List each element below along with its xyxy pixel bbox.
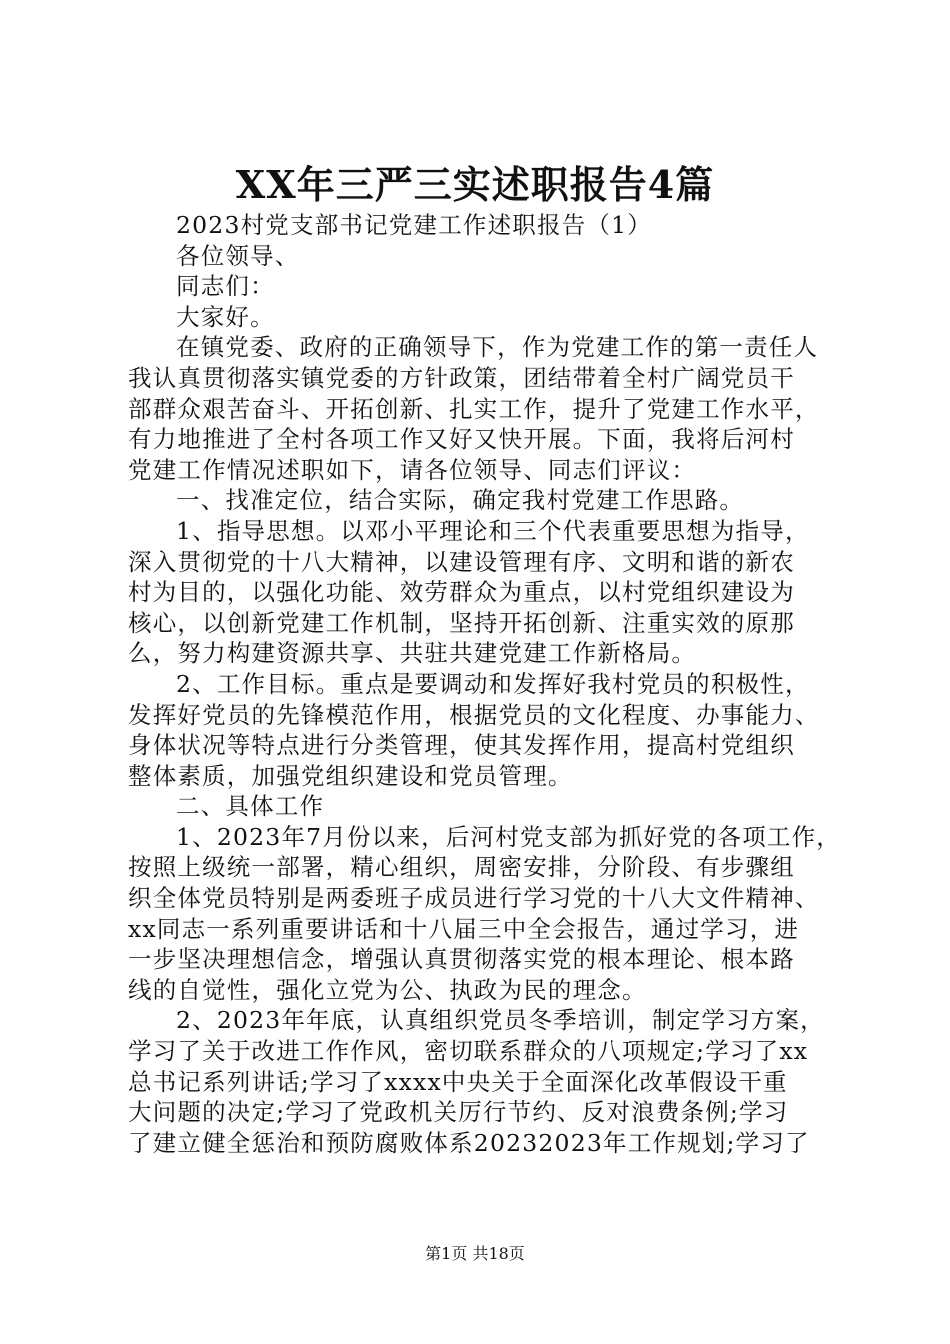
text-line: 按照上级统一部署，精心组织，周密安排，分阶段、有步骤组 [128, 853, 795, 882]
page-footer: 第1页 共18页 [425, 1244, 525, 1263]
text-line: 么，努力构建资源共享、共驻共建党建工作新格局。 [128, 639, 697, 668]
text-line: 大问题的决定;学习了党政机关厉行节约、反对浪费条例;学习 [128, 1098, 789, 1127]
text-line: 发挥好党员的先锋模范作用，根据党员的文化程度、办事能力、 [128, 700, 820, 729]
text-line: 身体状况等特点进行分类管理，使其发挥作用，提高村党组织 [128, 731, 795, 760]
text-line: 2023村党支部书记党建工作述职报告（1） [176, 211, 652, 239]
text-line: 2、工作目标。重点是要调动和发挥好我村党员的积极性， [176, 669, 810, 698]
text-line: 总书记系列讲话;学习了xxxx中央关于全面深化改革假设干重 [128, 1067, 788, 1096]
text-line: 2、2023年年底，认真组织党员冬季培训，制定学习方案， [176, 1006, 825, 1035]
text-line: 大家好。 [176, 302, 275, 331]
text-line: 在镇党委、政府的正确领导下，作为党建工作的第一责任人 [176, 333, 819, 362]
text-line: 有力地推进了全村各项工作又好又快开展。下面，我将后河村 [128, 425, 795, 454]
text-line: 部群众艰苦奋斗、开拓创新、扎实工作，提升了党建工作水平， [128, 394, 820, 423]
text-line: 了建立健全惩治和预防腐败体系20232023年工作规划;学习了 [128, 1128, 810, 1157]
text-line: 同志们： [176, 272, 275, 301]
text-line: 整体素质，加强党组织建设和党员管理。 [128, 761, 573, 790]
text-line: 二、具体工作 [176, 792, 325, 821]
document-body [128, 210, 842, 1158]
text-line: xx同志一系列重要讲话和十八届三中全会报告，通过学习，进 [128, 914, 800, 943]
text-line: 学习了关于改进工作作风，密切联系群众的八项规定;学习了xx [128, 1037, 809, 1066]
text-line: 村为目的，以强化功能、效劳群众为重点，以村党组织建设为 [128, 578, 795, 607]
text-line: 织全体党员特别是两委班子成员进行学习党的十八大文件精神、 [128, 884, 820, 913]
text-line: 1、指导思想。以邓小平理论和三个代表重要思想为指导， [176, 516, 810, 545]
text-line: 线的自觉性，强化立党为公、执政为民的理念。 [128, 975, 647, 1004]
text-line: 各位领导、 [176, 241, 300, 270]
text-line: 1、2023年7月份以来，后河村党支部为抓好党的各项工作， [176, 822, 842, 851]
text-line: 一步坚决理想信念，增强认真贯彻落实党的根本理论、根本路 [128, 945, 795, 974]
text-line: 一、找准定位，结合实际，确定我村党建工作思路。 [176, 486, 745, 515]
text-line: 我认真贯彻落实镇党委的方针政策，团结带着全村广阔党员干 [128, 363, 795, 392]
text-line: 深入贯彻党的十八大精神，以建设管理有序、文明和谐的新农 [128, 547, 795, 576]
text-line: 党建工作情况述职如下，请各位领导、同志们评议： [128, 455, 697, 484]
document-title: XX年三严三实述职报告4篇 [235, 162, 715, 207]
text-line: 核心，以创新党建工作机制，坚持开拓创新、注重实效的原那 [128, 608, 795, 637]
